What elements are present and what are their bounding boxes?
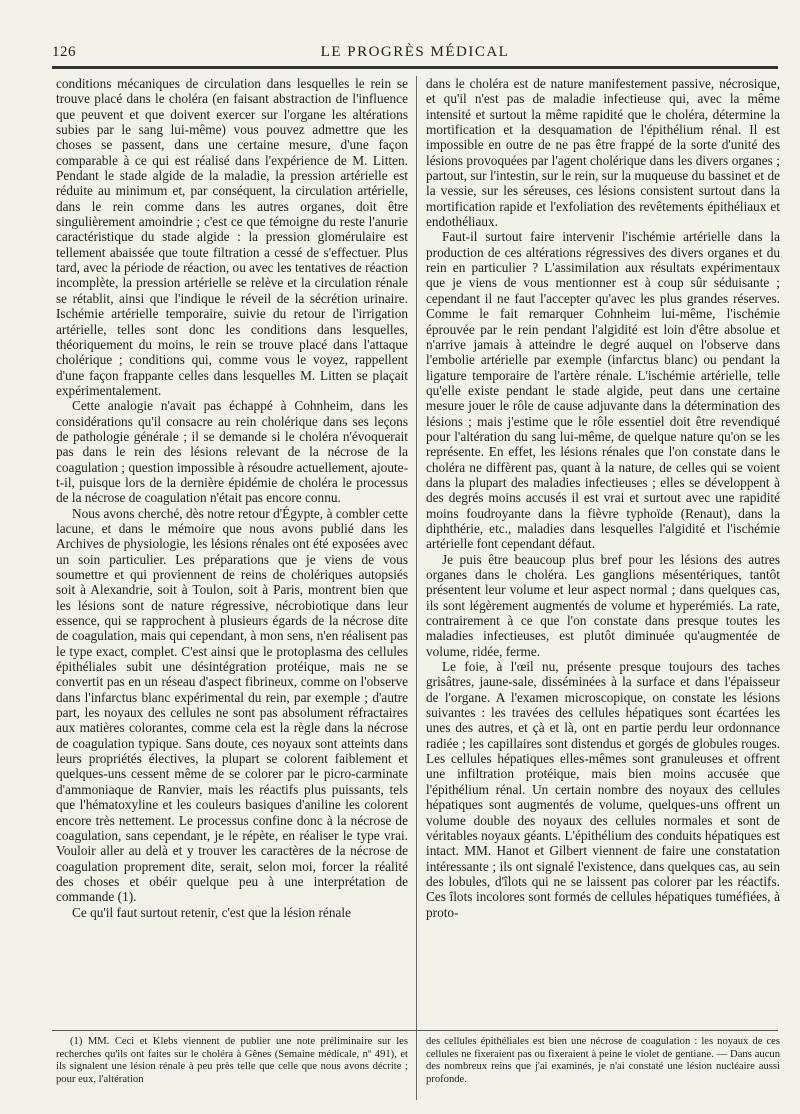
left-paragraph-1: conditions mécaniques de circulation dans lesquelles le rein se trouve placé dans le choléra (en faisant abstraction de l'influence que peuvent et que doivent exercer sur l'organe les altérations subies par le sang lui-même) vous pouvez admettre que les choses se passent, dans une certaine mesure, d'une façon comparable à ce qui est réalisé dans l'expérience de M. Litten. Pendant le stade algide de la maladie, la pression artérielle est réduite au minimum et, par conséquent, la circulation artérielle, dans le rein comme dans les autres organes, doit être singulièrement amoindrie ; c'est ce que témoigne du reste l'anurie caractéristique du stade algide : la pression glomérulaire est tellement abaissée que toute filtration a cessé de s'effectuer. Plus tard, avec la période de réaction, ou avec les tentatives de réaction incomplète, la pression artérielle se relève et la circulation rénale se rétablit, ainsi que l'indique le réveil de la sécrétion urinaire. Ischémie artérielle temporaire, suivie du retour de l'irrigation artérielle, telles sont donc les conditions dans lesquelles, théoriquement du moins, le rein se trouve placé dans l'attaque cholérique ; conditions qui, comme vous le voyez, rappellent d'une façon frappante celles dans lesquelles M. Litten se plaçait expérimentalement. xyxy=(56,76,408,398)
footnote-rule xyxy=(52,1030,778,1031)
left-paragraph-3: Nous avons cherché, dès notre retour d'Égypte, à combler cette lacune, et dans le mémoire que nous avons publié dans les Archives de physiologie, les lésions rénales ont été exposées avec un soin particulier. Les préparations que je viens de vous soumettre et qui proviennent de reins de cholériques autopsiés soit à Alexandrie, soit à Toulon, soit à Paris, montrent bien que les lésions sont de nature régressive, nécrobiotique dans leur essence, qui se rapprochent à plusieurs égards de la nécrose dite de coagulation, mais qui cependant, à mon sens, n'en réalisent pas le type exact, complet. C'est ainsi que le protoplasma des cellules épithéliales subit une désintégration protéique, mais ne se convertit pas en un réseau d'aspect fibrineux, comme on l'observe dans l'infarctus blanc expérimental du rein, par exemple ; d'autre part, les noyaux des cellules ne sont pas absolument réfractaires aux matières colorantes, comme cela est la règle dans la nécrose de coagulation typique. Sans doute, ces noyaux sont atteints dans leurs propriétés électives, la plupart se colorent faiblement et quelques-uns cessent même de se colorer par le picro-carminate d'ammoniaque de Ranvier, mais les réactifs plus puissants, tels que l'hématoxyline et les couleurs basiques d'aniline les colorent encore très nettement. Le processus confine donc à la nécrose de coagulation, sans cependant, je le répète, en réaliser le type vrai. Vouloir aller au delà et y trouver les caractères de la nécrose de coagulation proprement dite, serait, selon moi, forcer la réalité des choses et obéir quelque peu à une interprétation de commande (1). xyxy=(56,505,408,905)
footnote-right xyxy=(426,1036,780,1106)
column-divider xyxy=(416,76,417,1100)
right-paragraph-3: Je puis être beaucoup plus bref pour les lésions des autres organes dans le choléra. Les ganglions mésentériques, tantôt présentent leur volume et leur aspect normal ; dans quelques cas, ils sont légèrement augmentés de volume et hyperémiés. La rate, contrairement à ce que l'on constate dans presque toutes les maladies infectieuses, est plutôt diminuée qu'augmentée de volume, ridée, ferme. xyxy=(426,551,780,659)
footnote-text-right: des cellules épithéliales est bien une nécrose de coagulation : les noyaux de ces cellules ne fixeraient pas ou fixeraient à peine le violet de gentiane. — Dans aucun des nombreux reins que j'ai examinés, je n'ai constaté une lésion nucléaire aussi profonde. xyxy=(426,1036,780,1085)
right-paragraph-1: dans le choléra est de nature manifestement passive, nécrosique, et qu'il n'est pas de maladie infectieuse qui, avec la même intensité et surtout la même rapidité que le choléra, détermine la mortification et la desquamation de l'épithélium rénal. Il est impossible en outre de ne pas être frappé de la sorte d'unité des lésions provoquées par l'agent cholérique dans les divers organes ; partout, sur l'intestin, sur le rein, sur la muqueuse du bassinet et de la vessie, sur les séreuses, ces lésions consistent surtout dans la mortification rapide et l'exfoliation des revêtements épithéliaux et endothéliaux. xyxy=(426,76,780,230)
right-paragraph-2: Faut-il surtout faire intervenir l'ischémie artérielle dans la production de ces altérations régressives des divers organes et du rein en particulier ? L'assimilation aux résultats expérimentaux que je viens de vous mentionner est à coup sûr séduisante ; cependant il ne faut l'accepter qu'avec les plus grandes réserves. Comme le fait remarquer Cohnheim lui-même, l'ischémie éprouvée par le rein pendant l'algidité est loin d'être absolue et n'arrive jamais à atteindre le degré auquel on l'observe dans l'embolie artérielle par exemple (infarctus blanc) ou pendant la ligature temporaire de l'artère rénale. L'ischémie artérielle, telle qu'elle existe pendant le stade algide, peut dans une certaine mesure jouer le rôle de cause adjuvante dans la détermination des lésions ; mais j'estime que le rôle essentiel doit être revendiqué pour l'altération du sang lui-même, de quelque nature qu'on se les représente. En effet, les lésions rénales que l'on constate dans le choléra ne diffèrent pas, quant à la nature, de celles qui se voient dans la plupart des maladies infectieuses ; elles se développent à des degrés moins accusés il est vrai et surtout avec une rapidité moins foudroyante dans la fièvre typhoïde (Renaut), dans la diphthérie, etc., maladies dans lesquelles l'algidité et l'ischémie artérielle font cependant défaut. xyxy=(426,229,780,552)
page-number: 126 xyxy=(52,44,76,60)
journal-page xyxy=(52,0,782,1114)
journal-title: LE PROGRÈS MÉDICAL xyxy=(320,44,510,60)
right-paragraph-4: Le foie, à l'œil nu, présente presque toujours des taches grisâtres, jaune-sale, disséminées à la surface et dans l'épaisseur de l'organe. A l'examen microscopique, on constate les lésions suivantes : les travées des cellules hépatiques sont écartées les unes des autres, et çà et là, ont en partie perdu leur ordonnance radiée ; les capillaires sont distendus et gorgés de globules rouges. Les cellules hépatiques elles-mêmes sont granuleuses et offrent une infiltration protéique, mais bien moins accusée que l'épithélium rénal. Un certain nombre des noyaux des cellules hépatiques sont augmentés de volume, quelques-uns offrent un volume double des noyaux des cellules normales et sont de véritables noyaux géants. L'épithélium des conduits hépatiques est intact. MM. Hanot et Gilbert viennent de faire une constatation intéressante ; ils ont signalé l'existence, dans quelques cas, au sein des lobules, d'îlots qui ne se laissent pas colorer par les réactifs. Ces îlots incolores sont formés de cellules hépatiques tuméfiées, à proto- xyxy=(426,659,780,920)
right-column xyxy=(426,76,780,1026)
header-rule xyxy=(52,66,778,69)
left-column xyxy=(56,76,408,1026)
left-paragraph-4: Ce qu'il faut surtout retenir, c'est que la lésion rénale xyxy=(72,904,351,920)
running-header xyxy=(52,44,778,66)
footnote-text-left: (1) MM. Ceci et Klebs viennent de publier une note préliminaire sur les recherches qu'ils ont faites sur le choléra à Gênes (Semaine médicale, nº 491), et ils signalent une lésion rénale à peu près telle que celle que nous avons décrite ; pour eux, l'altération xyxy=(56,1036,408,1085)
footnote-left xyxy=(56,1036,408,1106)
left-paragraph-2: Cette analogie n'avait pas échappé à Cohnheim, dans les considérations qu'il consacre au rein cholérique dans ses leçons de pathologie générale ; il se demande si le choléra n'évoquerait pas dans le rein des lésions relevant de la nécrose de la coagulation ; question impossible à résoudre actuellement, ajoute-t-il, puisque lors de la dernière épidémie de choléra le processus de la nécrose de coagulation n'était pas encore connu. xyxy=(56,398,408,506)
